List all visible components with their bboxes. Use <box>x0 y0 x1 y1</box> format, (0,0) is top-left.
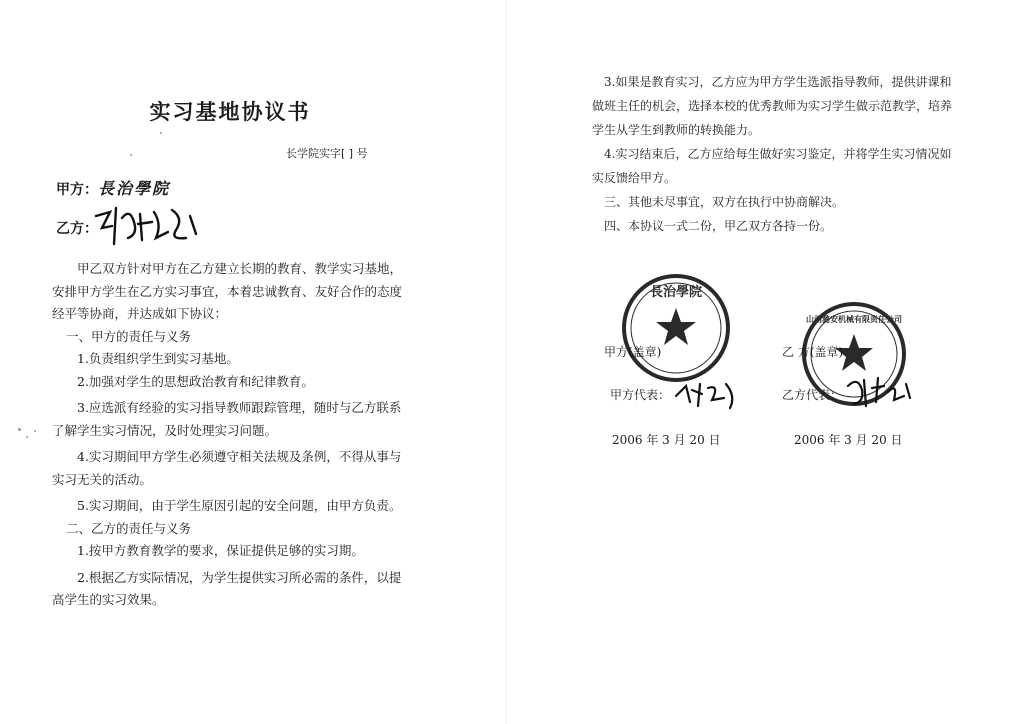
intro-paragraph: 甲乙双方针对甲方在乙方建立长期的教育、教学实习基地，安排甲方学生在乙方实习事宜，本着忠诚教育、友好合作的态度经平等协商，并达成如下协议： <box>52 261 403 321</box>
date-a: 2006 年 3 月 20 日 <box>612 433 721 447</box>
page-divider <box>506 0 507 724</box>
sign-b-signature <box>842 372 914 412</box>
agreement-body <box>52 258 408 612</box>
sign-a-label: 甲方(盖章) <box>604 345 662 359</box>
sign-b-label: 乙 方(盖章) <box>782 345 844 359</box>
party-a <box>56 176 170 199</box>
right-page <box>512 0 1026 724</box>
section1-item-1: 1.负责组织学生到实习基地。 <box>77 351 239 366</box>
document-number: 长学院实字[ ] 号 <box>286 147 368 160</box>
right-paragraph-4: 四、本协议一式二份，甲乙双方各持一份。 <box>604 219 833 233</box>
stamp-a-text: 長治學院 <box>649 285 703 300</box>
section1-item-4: 4.实习期间甲方学生必须遵守相关法规及条例，不得从事与实习无关的活动。 <box>52 449 402 487</box>
section1-item-2: 2.加强对学生的思想政治教育和纪律教育。 <box>77 373 314 389</box>
sign-a-rep: 甲方代表： <box>610 388 671 402</box>
section2-heading: 二、乙方的责任与义务 <box>66 520 192 536</box>
stamp-a-seal <box>620 272 732 384</box>
party-b-label: 乙方： <box>56 221 98 237</box>
section1-heading: 一、甲方的责任与义务 <box>66 328 192 344</box>
right-paragraph-1: 3.如果是教育实习，乙方应为甲方学生选派指导教师，提供讲课和做班主任的机会，选择本校的优秀教师为实习学生做示范教学，培养学生从学生到教师的转换能力。 <box>592 75 953 137</box>
right-paragraph-2: 4.实习结束后，乙方应给每生做好实习鉴定，并将学生实习情况如实反馈给甲方。 <box>592 147 952 185</box>
party-a-name: 長治學院 <box>98 179 171 198</box>
section2-item-2: 2.根据乙方实际情况，为学生提供实习所必需的条件，以提高学生的实习效果。 <box>52 569 402 607</box>
section1-item-5: 5.实习期间，由于学生原因引起的安全问题，由甲方负责。 <box>77 498 402 513</box>
party-b-signature <box>92 204 202 250</box>
sign-b-rep: 乙方代表： <box>782 388 843 402</box>
party-a-label: 甲方： <box>56 182 98 198</box>
section2-item-1: 1.按甲方教育教学的要求，保证提供足够的实习期。 <box>77 543 364 558</box>
document-title: 实习基地协议书 <box>149 100 311 124</box>
right-body <box>592 70 962 238</box>
right-paragraph-3: 三、其他未尽事宜，双方在执行中协商解决。 <box>604 195 845 209</box>
stamp-b-text: 山西潞安机械有限责任公司 <box>806 315 902 324</box>
date-b: 2006 年 3 月 20 日 <box>794 433 903 447</box>
left-page <box>0 0 500 724</box>
sign-a-signature <box>672 378 744 412</box>
section1-item-3: 3.应选派有经验的实习指导教师跟踪管理，随时与乙方联系了解学生实习情况，及时处理实习问题。 <box>52 400 402 438</box>
